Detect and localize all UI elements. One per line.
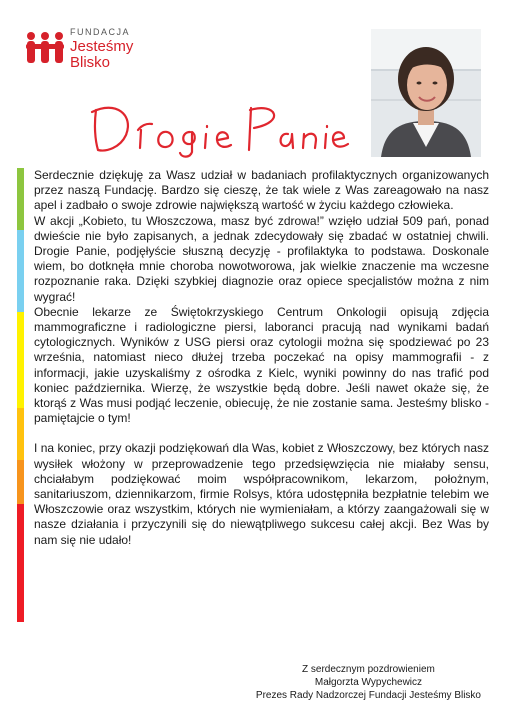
portrait-photo — [371, 29, 481, 157]
logo-wordmark — [70, 28, 133, 71]
stripe-amber — [17, 408, 24, 460]
signature-title: Prezes Rady Nadzorczej Fundacji Jesteśmy Blisko — [255, 690, 481, 701]
paragraph-1: Serdecznie dziękuję za Wasz udział w badaniach profilaktycznych organizowanych przez naszą Fundację. Bardzo się cieszę, że tak wiele z Was zareagowało na nasz apel i zadbało o swoje zdrowie największą wartość w życiu każdego człowieka. — [34, 168, 489, 213]
handwritten-greeting — [86, 90, 356, 160]
paragraph-gap — [34, 426, 489, 441]
paragraph-4: I na koniec, przy okazji podziękowań dla Was, kobiet z Włoszczowy, bez których nasz wysiłek włożony w przeprowadzenie tego przedsięwzięcia nie miałaby sensu, chciałabym podziękować moim współpracownikom, lekarzom, położnym, sanitariuszom, dziennikarzom, firmie Rolsys, która udostępniła bezpłatnie telebim we Włoszczowie oraz wszystkim, których nie wymieniałam, a którzy zaangażowali się w nasze działania i przyczynili się do niewątpliwego sukcesu całej akcji. Bez Was by nam się nie udało! — [34, 441, 489, 547]
stripe-orange — [17, 460, 24, 504]
stripe-yellow — [17, 312, 24, 408]
signature-name: Małgorzta Wypychewicz — [314, 677, 423, 688]
logo-line-3: Blisko — [70, 54, 111, 71]
paragraph-3: Obecnie lekarze ze Świętokrzyskiego Centrum Onkologii opisują zdjęcia mammograficzne i radiologiczne piersi, laboranci pracują nad wynikami badań cytologicznych. Wyników z USG piersi oraz cytologii można się spodziewać po 23 września, natomiast nieco dłużej trzeba poczekać na opisy mammografii - z informacji, jakie uzyskaliśmy z ośrodka z Kielc, wyniki powinny do nas trafić pod koniec października. Wierzę, że wszystkie będą dobre. Jeśli nawet okaże się, że ktorąś z Was musi podjąć leczenie, obiecuję, że nie zostanie sama. Jesteśmy blisko - pamiętajcie o tym! — [34, 304, 489, 426]
foundation-logo — [24, 28, 234, 76]
logo-line-1: FUNDACJA — [70, 27, 131, 37]
people-heart-logo-icon — [24, 30, 66, 66]
paragraph-2: W akcji „Kobieto, tu Włoszczowa, masz być zdrowa!” wzięło udział 509 pań, ponad dwieście nie było zapisanych, a jednak zdecydowały się zbadać w ostatniej chwili. Drogie Panie, podjęłyście słuszną decyzję - profilaktyka to podstawa. Doskonale wiem, bo dotknęła mnie choroba nowotworowa, jak wielkie znaczenie ma wczesne rozpoznanie raka. Dzięki szybkiej diagnozie oraz opiece specjalistów można z nim wygrać! — [34, 213, 489, 304]
signature-closing: Z serdecznym pozdrowieniem — [302, 664, 435, 675]
stripe-green — [17, 168, 24, 230]
stripe-red — [17, 504, 24, 622]
logo-line-2: Jesteśmy — [70, 38, 134, 55]
stripe-light-blue — [17, 230, 24, 312]
signature-block — [256, 663, 481, 702]
letter-body — [34, 168, 489, 548]
